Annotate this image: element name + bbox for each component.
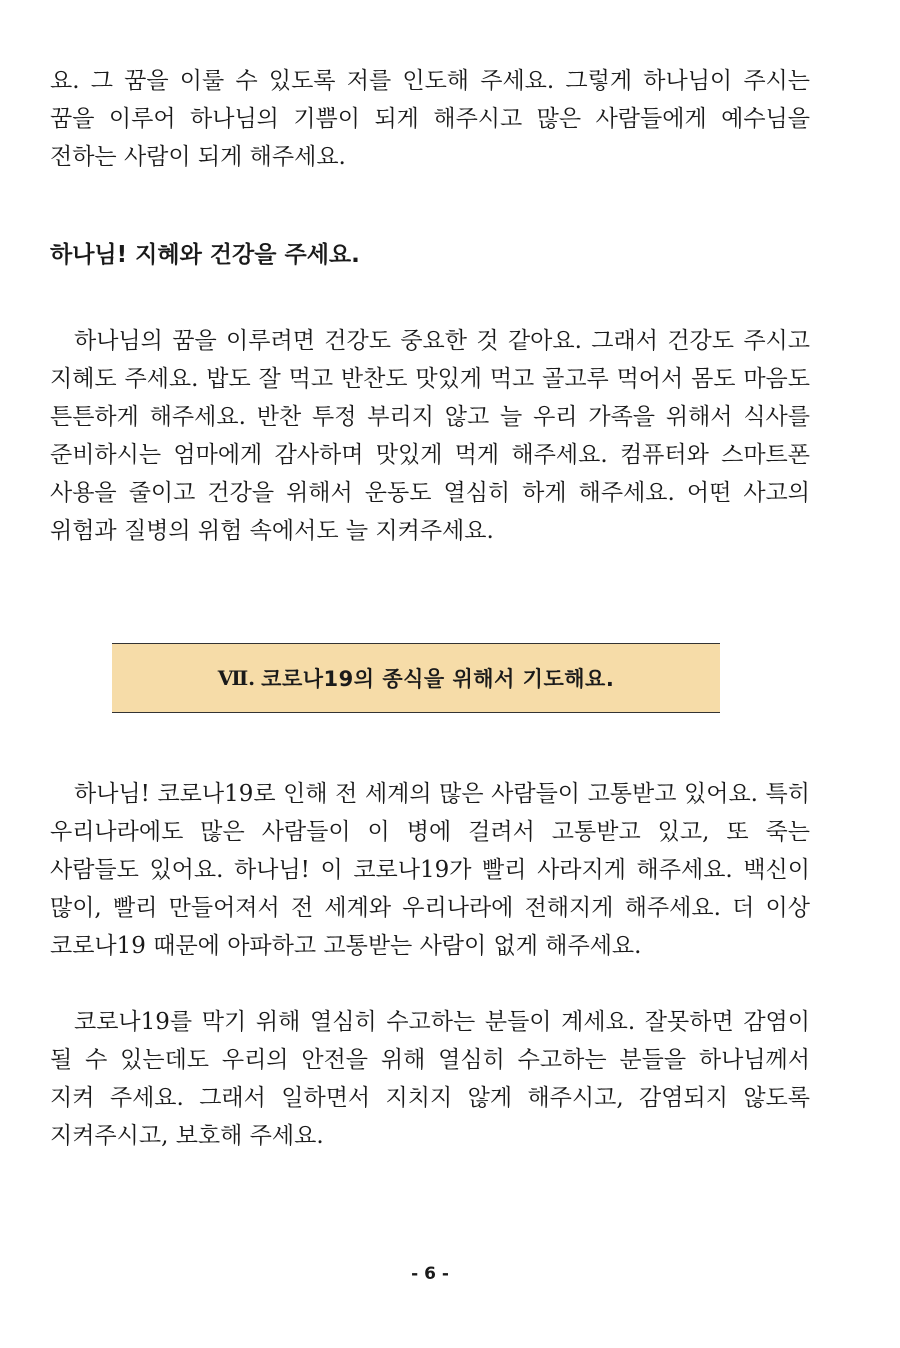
paragraph-corona-2: 코로나19를 막기 위해 열심히 수고하는 분들이 계세요. 잘못하면 감염이 될 수 있는데도 우리의 안전을 위해 열심히 수고하는 분들을 하나님께서 지켜 주세요. 그래서 일하면서 지치지 않게 해주시고, 감염되지 않도록 지켜주시고, 보호해 주세요. xyxy=(50,1009,810,1149)
heading-health: 하나님! 지혜와 건강을 주세요. xyxy=(50,242,360,268)
section-number: Ⅶ. xyxy=(217,666,256,690)
section-title: 코로나19의 종식을 위해서 기도해요. xyxy=(261,667,615,691)
paragraph-corona-1: 하나님! 코로나19로 인해 전 세계의 많은 사람들이 고통받고 있어요. 특히 우리나라에도 많은 사람들이 이 병에 걸려서 고통받고 있고, 또 죽는 사람들도 있어요. 하나님! 이 코로나19가 빨리 사라지게 해주세요. 백신이 많이, 빨리 만들어져서 전 세계와 우리나라에 전해지게 해주세요. 더 이상 코로나19 때문에 아파하고 고통받는 사람이 없게 해주세요. xyxy=(50,781,810,959)
document-page xyxy=(50,62,810,1155)
section-header-box xyxy=(112,643,720,713)
paragraph-health: 하나님의 꿈을 이루려면 건강도 중요한 것 같아요. 그래서 건강도 주시고 지혜도 주세요. 밥도 잘 먹고 반찬도 맛있게 먹고 골고루 먹어서 몸도 마음도 튼튼하게 해주세요. 반찬 투정 부리지 않고 늘 우리 가족을 위해서 식사를 준비하시는 엄마에게 감사하며 맛있게 먹게 해주세요. 컴퓨터와 스마트폰 사용을 줄이고 건강을 위해서 운동도 열심히 하게 해주세요. 어떤 사고의 위험과 질병의 위험 속에서도 늘 지켜주세요. xyxy=(50,328,810,544)
paragraph-intro: 요. 그 꿈을 이룰 수 있도록 저를 인도해 주세요. 그렇게 하나님이 주시는 꿈을 이루어 하나님의 기쁨이 되게 해주시고 많은 사람들에게 예수님을 전하는 사람이 되게 해주세요. xyxy=(50,68,810,170)
page-number: - 6 - xyxy=(411,1264,449,1284)
